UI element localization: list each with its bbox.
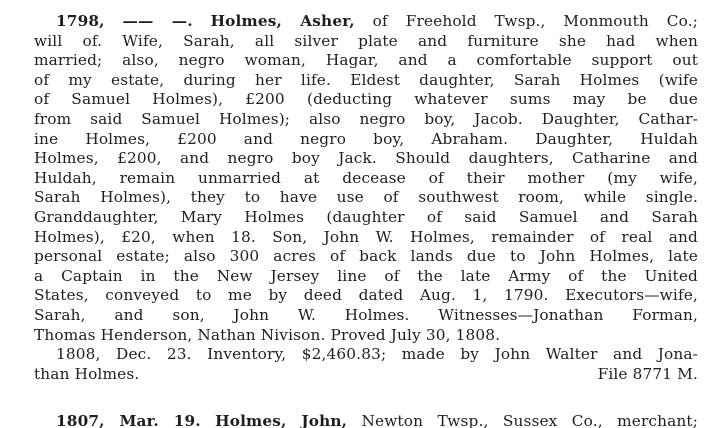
entry-line: of my estate, during her life. Eldest daughter, Sarah Holmes (wife bbox=[34, 70, 698, 89]
entry-line: Holmes), £20, when 18. Son, John W. Holmes, remainder of real and bbox=[34, 227, 698, 246]
entry-line: Newton Twsp., Sussex Co., merchant; bbox=[361, 412, 698, 428]
entry-date-dash: —— —. bbox=[122, 12, 193, 30]
entry-line: States, conveyed to me by deed dated Aug. 1, 1790. Executors—wife, bbox=[34, 286, 698, 305]
entry-line: Thomas Henderson, Nathan Nivison. Proved July 30, 1808. bbox=[34, 325, 501, 344]
entry-line: ine Holmes, £200 and negro boy, Abraham. Daughter, Huldah bbox=[34, 129, 698, 148]
will-entry-john-holmes bbox=[34, 412, 698, 428]
entry-date: 1798, bbox=[56, 12, 105, 30]
entry-line: will of. Wife, Sarah, all silver plate and furniture she had when bbox=[34, 31, 698, 50]
file-reference: File 8771 M. bbox=[597, 364, 698, 383]
entry-line: from said Samuel Holmes); also negro boy, Jacob. Daughter, Cathar- bbox=[34, 109, 698, 128]
entry-line: Granddaughter, Mary Holmes (daughter of said Samuel and Sarah bbox=[34, 207, 698, 226]
inventory-line: 1808, Dec. 23. Inventory, $2,460.83; made by John Walter and Jona- bbox=[56, 345, 698, 364]
entry-date: 1807, Mar. 19. bbox=[56, 412, 201, 428]
entry-heading-line bbox=[34, 412, 698, 428]
entry-line: personal estate; also 300 acres of back lands due to John Holmes, late bbox=[34, 247, 698, 266]
entry-line: a Captain in the New Jersey line of the late Army of the United bbox=[34, 266, 698, 285]
entry-line: married; also, negro woman, Hagar, and a comfortable support out bbox=[34, 51, 698, 70]
inventory-continuation: than Holmes. bbox=[34, 364, 140, 383]
entry-line: Sarah Holmes), they to have use of southwest room, while single. bbox=[34, 188, 698, 207]
entry-line: Huldah, remain unmarried at decease of their mother (my wife, bbox=[34, 168, 698, 187]
testator-name: Holmes, Asher, bbox=[210, 12, 355, 30]
entry-line: of Samuel Holmes), £200 (deducting whatever sums may be due bbox=[34, 90, 698, 109]
inventory-line-final bbox=[34, 365, 698, 385]
entry-heading-line bbox=[34, 12, 698, 32]
will-entry-asher-holmes bbox=[34, 12, 698, 384]
entry-line: Sarah, and son, John W. Holmes. Witnesses—Jonathan Forman, bbox=[34, 305, 698, 324]
testator-name: Holmes, John, bbox=[215, 412, 348, 428]
entry-line: Holmes, £200, and negro boy Jack. Should daughters, Catharine and bbox=[34, 149, 698, 168]
entry-line: of Freehold Twsp., Monmouth Co.; bbox=[372, 12, 698, 30]
